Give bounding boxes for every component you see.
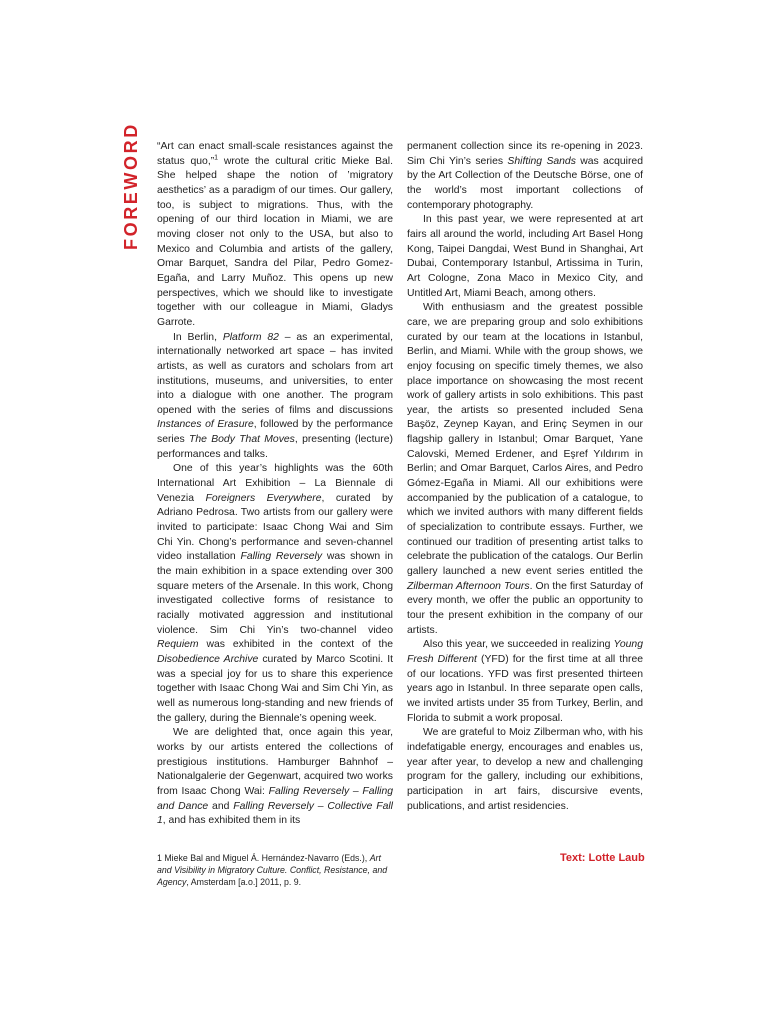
footnote-ref: 1 [214,154,219,162]
text-column-right [407,140,643,814]
paragraph: With enthusiasm and the greatest possible care, we are preparing group and solo exhibitions curated by our team at the locations in Istanbul, Berlin, and Miami. While with the group shows, we enjoy focusing on specific timely themes, we also place importance on showcasing the most recent work of gallery artists in solo exhibitions. This past year, the artists so presented included Sena Başöz, Zeynep Kayan, and Erinç Seymen in our flagship gallery in Istanbul; Omar Barquet, Yane Calovski, Memed Erdener, and Eşref Yıldırım in Berlin; and Omar Barquet, Carlos Aires, and Pedro Gómez-Egaña in Miami. All our exhibitions were accompanied by the publication of a catalogue, to which we invited authors with many different fields of specialization to contribute essays. Further, we continued our tradition of presenting artist talks to celebrate the publication of the catalogs. Our Berlin gallery launched a new event series entitled the Zilberman Afternoon Tours. On the first Saturday of every month, we offer the public an opportunity to tour the present exhibition in the company of our artists. [407,302,643,636]
section-heading-foreword: FOREWORD [121,122,141,250]
paragraph: In this past year, we were represented at art fairs all around the world, including Art Basel Hong Kong, Taipei Dangdai, West Bund in Shanghai, Art Dubai, Contemporary Istanbul, Artissima in Turin, Art Cologne, Zona Maco in Mexico City, and Untitled Art, Miami Beach, among others. [407,214,643,299]
author-credit: Text: Lotte Laub [560,852,645,864]
footnote: 1 Mieke Bal and Miguel Á. Hernández-Navarro (Eds.), Art and Visibility in Migratory Culture. Conflict, Resistance, and Agency, Amsterdam [a.o.] 2011, p. 9. [157,853,388,888]
text-column-left [157,140,393,829]
paragraph: “Art can enact small-scale resistances against the status quo,”$^1$ wrote the cultural critic Mieke Bal. She helped shape the notion of ’migratory aesthetics’ as a paradigm of our times. Our gallery, too, is subject to migrations. Thus, with the opening of our third location in Miami, we are moving closer not only to the USA, but also to Mexico and Columbia and artists of the gallery, Omar Barquet, Sandra del Pilar, Pedro Gomez-Egaña, and Larry Muñoz. This opens up new perspectives, which we should like to investigate together with our colleague in Miami, Gladys Garrote. [157,141,393,328]
paragraph: Also this year, we succeeded in realizing Young Fresh Different (YFD) for the first time at all three of our locations. YFD was first presented thirteen years ago in Istanbul. In three separate open calls, we invited artists under 35 from Turkey, Berlin, and Florida to submit a work proposal. [407,639,643,724]
paragraph: We are delighted that, once again this year, works by our artists entered the collections of prestigious institutions. Hamburger Bahnhof – Nationalgalerie der Gegenwart, acquired two works from Isaac Chong Wai: Falling Reversely – Falling and Dance and Falling Reversely – Collective Fall 1, and has exhibited them in its [157,727,393,827]
paragraph: One of this year’s highlights was the 60th International Art Exhibition – La Biennale di Venezia Foreigners Everywhere, curated by Adriano Pedrosa. Two artists from our gallery were invited to participate: Isaac Chong Wai and Sim Chi Yin. Chong’s performance and seven-channel video installation Falling Reversely was shown in the main exhibition in a space extending over 300 square meters of the Arsenale. In this work, Chong investigated collective forms of resistance to racially motivated aggression and institutional violence. Sim Chi Yin’s two-channel video Requiem was exhibited in the context of the Disobedience Archive curated by Marco Scotini. It was a special joy for us to share this experience together with Isaac Chong Wai and Sim Chi Yin, as well as numerous long-standing and new friends of the gallery, during the Biennale’s opening week. [157,463,393,724]
paragraph: In Berlin, Platform 82 – as an experimental, internationally networked art space – has invited artists, as well as curators and scholars from art institutions, museums, and universities, to enter into a dialogue with one another. The program opened with the series of films and discussions Instances of Erasure, followed by the performance series The Body That Moves, presenting (lecture) performances and talks. [157,331,393,460]
paragraph: We are grateful to Moiz Zilberman who, with his indefatigable energy, encourages and enables us, year after year, to develop a new and challenging program for the gallery, including our exhibitions, participation in art fairs, discursive events, publications, and artist residencies. [407,727,643,812]
paragraph: permanent collection since its re-opening in 2023. Sim Chi Yin’s series Shifting Sands was acquired by the Art Collection of the Deutsche Börse, one of the world’s most important collections of contemporary photography. [407,141,643,211]
